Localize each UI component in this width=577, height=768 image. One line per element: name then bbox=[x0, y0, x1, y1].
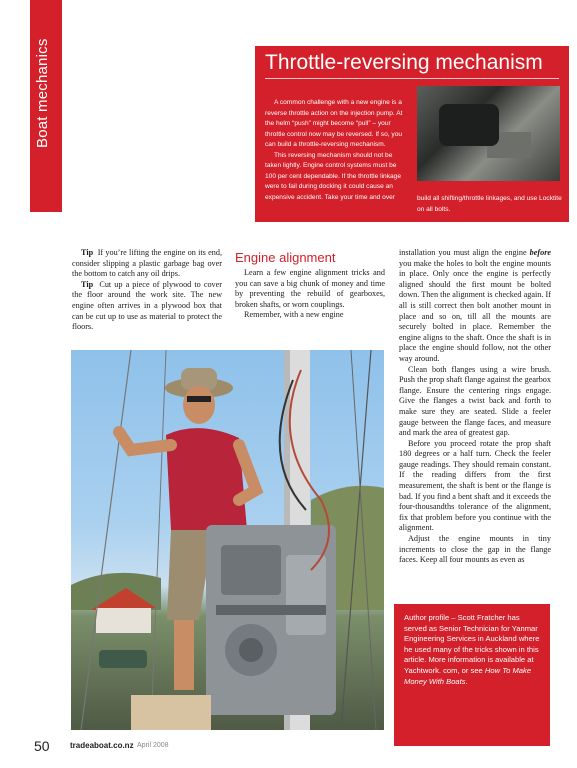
section-tab bbox=[30, 0, 62, 212]
tip-paragraph bbox=[72, 248, 222, 280]
tip-text: Cut up a piece of plywood to cover the floor around the work site. The new engine often arrives in a plywood box that can be cut up to use as material to protect the floors. bbox=[72, 279, 223, 332]
article-column-1 bbox=[72, 248, 222, 333]
tip-label: Tip bbox=[81, 248, 94, 257]
body-paragraph: Adjust the engine mounts in tiny increments to close the gap in the flange faces. Keep all four mounts as even as bbox=[399, 534, 551, 565]
book-title: How To Make Money With Boats bbox=[404, 665, 532, 686]
mechanic-with-engine-photo bbox=[71, 350, 384, 730]
body-paragraph: Remember, with a new engine bbox=[244, 310, 344, 320]
feature-paragraph: This reversing mechanism should not be taken lightly. Engine control systems must be 100 per cent dependable. If the throttle linkage were to fail during docking it could cause an expensive accident. Take your time and over bbox=[265, 151, 402, 201]
body-text: installation you must align the engine bbox=[399, 248, 527, 257]
page-number: 50 bbox=[34, 738, 50, 754]
body-paragraph: Clean both flanges using a wire brush. Push the prop shaft flange against the gearbox flange. Ensure the centering rings engage. Give the flanges a twist back and forth to make sure they are seated. Slide a feeler gauge between the flange faces, and measure and mark the area of greatest gap. bbox=[399, 364, 551, 438]
feature-box bbox=[255, 46, 569, 222]
author-text: Author profile – Scott Fratcher has served as Senior Technician for Yanmar Engineering Services in Auckland where he used many of the tricks shown in this article. More information is available at Yachtwork. com, or see bbox=[404, 613, 540, 675]
article-column-3 bbox=[399, 248, 551, 566]
footer-date: April 2008 bbox=[137, 742, 169, 749]
author-profile-text bbox=[404, 613, 544, 687]
author-text-end: . bbox=[465, 676, 468, 686]
tip-paragraph bbox=[72, 280, 222, 333]
feature-title: Throttle-reversing mechanism bbox=[265, 51, 543, 74]
throttle-mechanism-photo bbox=[417, 86, 560, 181]
photo-illustration bbox=[71, 350, 384, 730]
tip-text: If you’re lifting the engine on its end, consider slipping a plastic garbage bag over the bottom to catch any oil drips. bbox=[72, 248, 222, 279]
feature-text bbox=[265, 98, 407, 203]
section-label: Boat mechanics bbox=[34, 38, 51, 148]
footer-website: tradeaboat.co.nz bbox=[70, 741, 134, 750]
body-text: you make the holes to bolt the engine mounts in place. Only once the engine is perfectly aligned should the first mount be bolted down. Then the alignment is checked again. If all is still correct then bolt another mount in place and so on, till all the mounts are securely bolted in place. Remember the engine aligns to the shaft. Once the shaft is in place the engine should follow, not the other way around. bbox=[399, 258, 551, 363]
body-paragraph bbox=[399, 248, 551, 365]
section-heading: Engine alignment bbox=[235, 250, 336, 265]
feature-caption: build all shifting/throttle linkages, and use Locktite on all bolts. bbox=[417, 195, 562, 213]
feature-paragraph: A common challenge with a new engine is a reverse throttle action on the injection pump. At the helm “push” might become “pull” – your throttle control now may be reversed. If so, you can build a throttle-reversing mechanism. bbox=[265, 99, 403, 148]
emphasis-text: before bbox=[529, 248, 552, 257]
article-column-2 bbox=[235, 268, 385, 321]
body-paragraph: Learn a few engine alignment tricks and you can save a big chunk of money and time by preventing the rebuild of gearboxes, broken shafts, or worn couplings. bbox=[235, 268, 385, 309]
body-paragraph: Before you proceed rotate the prop shaft 180 degrees or a half turn. Check the feeler gauge readings. They should remain constant. If the reading differs from the first measurement, the shaft is bent or the flange is bad. If you find a bent shaft and it exceeds the four-thousandths tolerance of the alignment, fix that problem before you continue with the alignment. bbox=[399, 438, 551, 533]
author-profile-box bbox=[394, 604, 550, 746]
tip-label: Tip bbox=[81, 279, 94, 289]
feature-divider bbox=[265, 78, 559, 79]
